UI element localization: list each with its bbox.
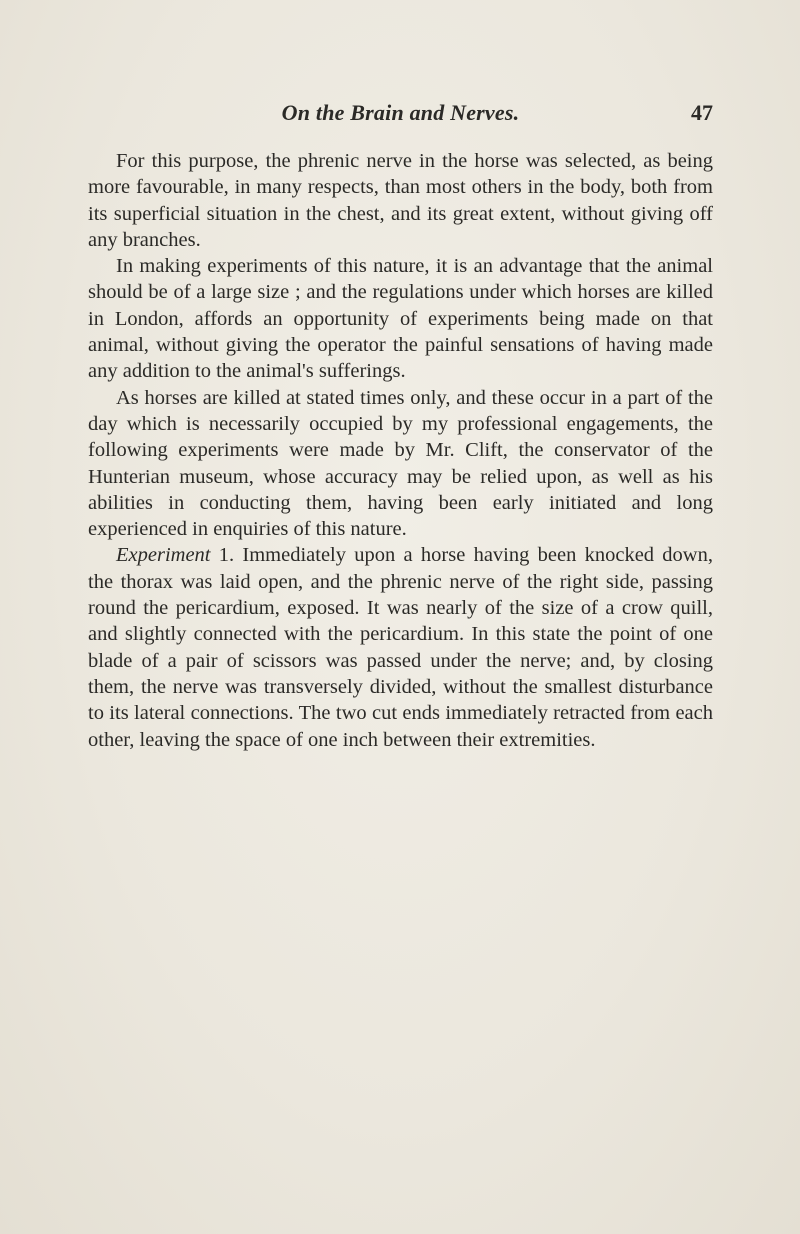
page-number: 47 xyxy=(691,100,713,125)
paragraph: As horses are killed at stated times only, and these occur in a part of the day which is necessarily occupied by my professional engagements, the following experiments were made by Mr. Clift, the conservator of the Hunterian museum, whose accuracy may be relied upon, as well as his abilities in conducting them, having been early initiated and long experienced in enquiries of this nature. xyxy=(88,386,713,541)
paragraph xyxy=(88,542,713,752)
paragraph: For this purpose, the phrenic nerve in the horse was selected, as being more favourable, in many respects, than most others in the body, both from its superficial situation in the chest, and its great extent, without giving off any branches. xyxy=(88,150,713,251)
experiment-heading: Experiment xyxy=(116,544,211,567)
running-title: On the Brain and Nerves. xyxy=(281,100,520,125)
paragraph: In making experiments of this nature, it is an advantage that the animal should be of a large size ; and the regulations under which horses are killed in London, affords an opportunity of experiments being made on that animal, without giving the operator the painful sensations of having made any addition to the animal's sufferings. xyxy=(88,255,713,383)
running-head xyxy=(88,100,713,130)
paragraph-text: 1. Immediately upon a horse having been knocked down, the thorax was laid open, and the phrenic nerve of the right side, passing round the pericardium, exposed. It was nearly of the size of a crow quill, and slightly connected with the pericardium. In this state the point of one blade of a pair of scissors was passed under the nerve; and, by closing them, the nerve was transversely divided, without the smallest disturbance to its lateral connections. The two cut ends immediately retracted from each other, leaving the space of one inch between their extremities. xyxy=(88,544,713,751)
body-text xyxy=(88,148,713,753)
